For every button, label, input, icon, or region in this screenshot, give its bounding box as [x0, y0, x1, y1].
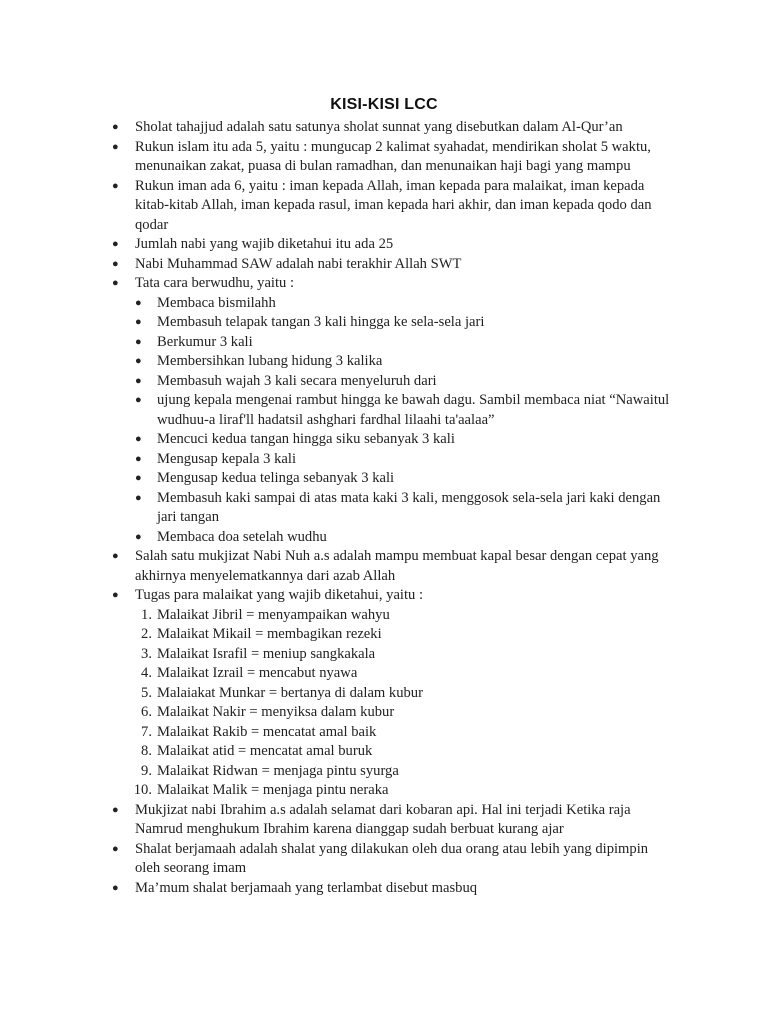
item-number: 2.: [141, 626, 152, 642]
bullet-icon: ●: [135, 316, 142, 328]
list-item: ● Rukun iman ada 6, yaitu : iman kepada Allah, iman kepada para malaikat, iman kepada kitab-kitab Allah, iman kepada rasul, iman kepada hari akhir, dan iman kepada qodo dan qodar: [112, 177, 652, 233]
bullet-icon: ●: [112, 589, 119, 601]
bullet-icon: ●: [135, 394, 142, 406]
bullet-icon: ●: [135, 491, 142, 504]
list-item: 7. Malaikat Rakib = mencatat amal baik: [112, 723, 672, 743]
list-item: ● Berkumur 3 kali: [112, 333, 672, 353]
list-item: ● Mukjizat nabi Ibrahim a.s adalah selamat dari kobaran api. Hal ini terjadi Ketika raja Namrud menghukum Ibrahim karena dianggap sudah berbuat kurang ajar: [112, 801, 631, 837]
bullet-list-bottom: [112, 801, 672, 899]
list-item: ● Membasuh kaki sampai di atas mata kaki 3 kali, menggosok sela-sela jari kaki dengan jari tangan: [135, 489, 661, 525]
list-item: ● Jumlah nabi yang wajib diketahui itu ada 25: [112, 235, 672, 255]
list-item: 3. Malaikat Israfil = meniup sangkakala: [112, 645, 672, 665]
malaikat-list: [112, 606, 672, 801]
list-item: ● Mengusap kedua telinga sebanyak 3 kali: [112, 469, 672, 489]
list-item: ● Mengusap kepala 3 kali: [112, 450, 672, 470]
bullet-icon: ●: [135, 296, 142, 309]
list-item: ● Tugas para malaikat yang wajib diketahui, yaitu :: [112, 586, 672, 606]
item-number: 10.: [133, 782, 152, 798]
bullet-icon: ●: [112, 881, 119, 894]
list-item: 10. Malaikat Malik = menjaga pintu neraka: [112, 781, 672, 801]
list-item: 5. Malaiakat Munkar = bertanya di dalam kubur: [112, 684, 672, 704]
item-number: 7.: [141, 723, 152, 740]
bullet-icon: ●: [112, 238, 119, 250]
item-number: 1.: [141, 606, 152, 623]
bullet-list-top: [112, 118, 672, 294]
item-number: 9.: [141, 762, 152, 779]
bullet-icon: ●: [112, 121, 119, 133]
bullet-icon: ●: [135, 335, 142, 348]
bullet-icon: ●: [135, 355, 142, 367]
bullet-icon: ●: [112, 257, 119, 270]
list-item: 8. Malaikat atid = mencatat amal buruk: [112, 742, 672, 762]
bullet-icon: ●: [135, 530, 142, 543]
list-item: ● Rukun islam itu ada 5, yaitu : mungucap 2 kalimat syahadat, mendirikan sholat 5 waktu, menunaikan zakat, puasa di bulan ramadhan, dan menunaikan haji bagi yang mampu: [112, 138, 651, 174]
item-number: 5.: [141, 684, 152, 701]
list-item: ● Tata cara berwudhu, yaitu :: [112, 274, 672, 294]
list-item: ● Sholat tahajjud adalah satu satunya sholat sunnat yang disebutkan dalam Al-Qur’an: [112, 118, 672, 138]
bullet-icon: ●: [112, 140, 119, 153]
list-item: ● Nabi Muhammad SAW adalah nabi terakhir Allah SWT: [112, 255, 672, 275]
bullet-icon: ●: [112, 803, 119, 816]
item-number: 3.: [141, 645, 152, 662]
list-item: 9. Malaikat Ridwan = menjaga pintu syurga: [112, 762, 672, 782]
list-item: ● Membasuh telapak tangan 3 kali hingga ke sela-sela jari: [112, 313, 672, 333]
item-number: 4.: [141, 665, 152, 681]
list-item: ● Salah satu mukjizat Nabi Nuh a.s adalah mampu membuat kapal besar dengan cepat yang akhirnya menyelematkannya dari azab Allah: [112, 548, 659, 584]
bullet-icon: ●: [135, 452, 142, 465]
list-item: 2. Malaikat Mikail = membagikan rezeki: [112, 625, 672, 645]
page-title: KISI-KISI LCC: [330, 96, 438, 113]
item-number: 6.: [141, 704, 152, 720]
bullet-icon: ●: [112, 842, 119, 855]
bullet-icon: ●: [112, 550, 119, 562]
list-item: ● Ma’mum shalat berjamaah yang terlambat disebut masbuq: [112, 879, 672, 899]
bullet-icon: ●: [135, 374, 142, 387]
bullet-icon: ●: [135, 433, 142, 445]
list-item: ● Membasuh wajah 3 kali secara menyeluruh dari: [112, 372, 672, 392]
list-item: ● Membersihkan lubang hidung 3 kalika: [112, 352, 672, 372]
list-item: ● Membaca bismilahh: [112, 294, 672, 314]
list-item: ● Membaca doa setelah wudhu: [112, 528, 672, 548]
list-item: ● Shalat berjamaah adalah shalat yang dilakukan oleh dua orang atau lebih yang dipimpin oleh seorang imam: [112, 840, 649, 876]
document-body: [112, 118, 672, 898]
list-item: 1. Malaikat Jibril = menyampaikan wahyu: [112, 606, 672, 626]
bullet-icon: ●: [112, 277, 119, 289]
bullet-list-middle: [112, 547, 672, 606]
list-item: 4. Malaikat Izrail = mencabut nyawa: [112, 664, 672, 684]
bullet-icon: ●: [112, 179, 119, 192]
bullet-icon: ●: [135, 472, 142, 484]
list-item: 6. Malaikat Nakir = menyiksa dalam kubur: [112, 703, 672, 723]
list-item: ● ujung kepala mengenai rambut hingga ke bawah dagu. Sambil membaca niat “Nawaitul wudhuu-a liraf'll hadatsil ashghari fardhal lilaahi ta'aalaa”: [135, 392, 670, 428]
wudhu-steps-list: [112, 294, 672, 548]
list-item: ● Mencuci kedua tangan hingga siku sebanyak 3 kali: [112, 430, 672, 450]
item-number: 8.: [141, 743, 152, 759]
